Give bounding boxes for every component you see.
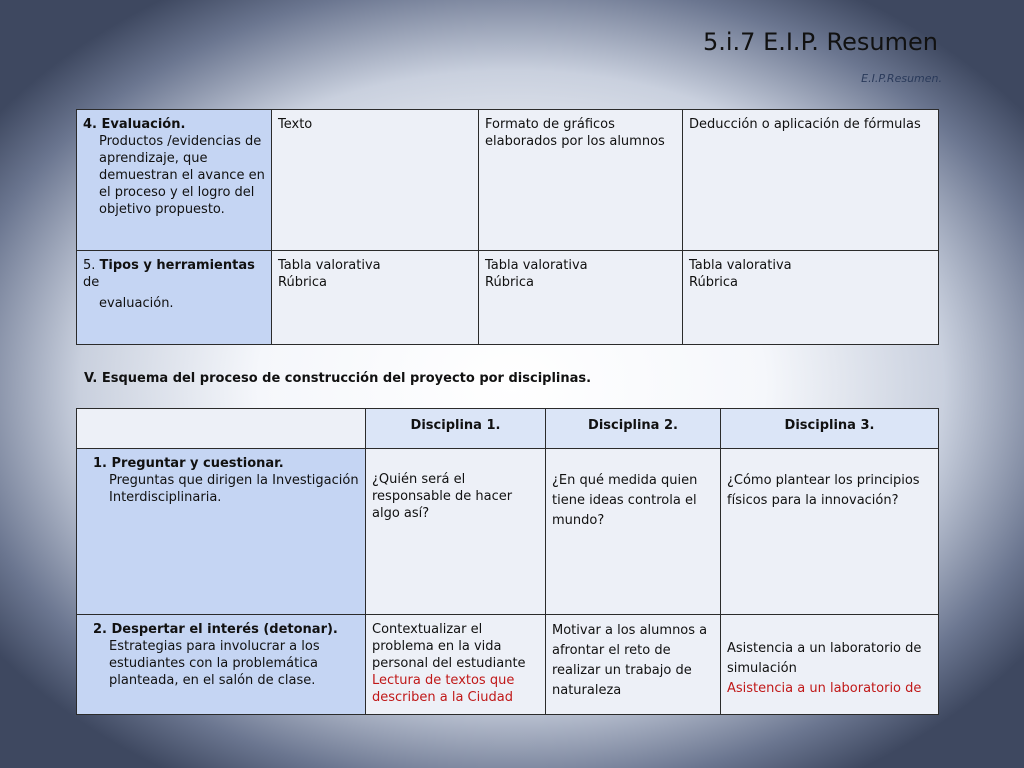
row-label-title: 4. Evaluación. bbox=[83, 117, 186, 132]
cell-line: Rúbrica bbox=[278, 275, 328, 290]
table-cell bbox=[366, 615, 546, 715]
table-cell: ¿Cómo plantear los principios físicos para la innovación? bbox=[721, 449, 939, 615]
row-label-description: Estrategias para involucrar a los estudiantes con la problemática planteada, en el salón de clase. bbox=[109, 639, 320, 688]
cell-line: Tabla valorativa bbox=[485, 258, 588, 273]
table-cell bbox=[479, 251, 683, 345]
cell-line: Tabla valorativa bbox=[278, 258, 381, 273]
table-cell bbox=[721, 615, 939, 715]
row-label-evaluacion bbox=[77, 110, 272, 251]
table-cell bbox=[546, 615, 721, 715]
cell-text: Asistencia a un laboratorio de simulación bbox=[727, 641, 922, 676]
cell-line: Tabla valorativa bbox=[689, 258, 792, 273]
table-cell: ¿Quién será el responsable de hacer algo así? bbox=[366, 449, 546, 615]
cell-line: Rúbrica bbox=[689, 275, 739, 290]
table-cell bbox=[683, 251, 939, 345]
evaluation-table bbox=[76, 109, 939, 345]
row-label-description: evaluación. bbox=[99, 296, 174, 311]
row-label-tipos bbox=[77, 251, 272, 345]
row-label-title: 2. Despertar el interés (detonar). bbox=[93, 622, 338, 637]
row-label-title: Tipos y herramientas bbox=[99, 258, 255, 273]
cell-text-red: Asistencia a un laboratorio de bbox=[727, 681, 922, 696]
table-row bbox=[77, 615, 939, 715]
slide-subtitle: E.I.P.Resumen. bbox=[861, 72, 942, 85]
header-cell-empty bbox=[77, 409, 366, 449]
table-cell: Deducción o aplicación de fórmulas bbox=[683, 110, 939, 251]
row-label-preguntar bbox=[77, 449, 366, 615]
table-cell: ¿En qué medida quien tiene ideas controla el mundo? bbox=[546, 449, 721, 615]
cell-text: Motivar a los alumnos a afrontar el reto de realizar un trabajo de naturaleza bbox=[552, 623, 708, 698]
header-disciplina-2: Disciplina 2. bbox=[546, 409, 721, 449]
row-label-description: Preguntas que dirigen la Investigación Interdisciplinaria. bbox=[109, 473, 359, 505]
table-cell: Formato de gráficos elaborados por los alumnos bbox=[479, 110, 683, 251]
table-header-row bbox=[77, 409, 939, 449]
cell-line: Rúbrica bbox=[485, 275, 535, 290]
header-disciplina-3: Disciplina 3. bbox=[721, 409, 939, 449]
cell-text-red: Lectura de textos que describen a la Ciudad bbox=[372, 673, 515, 705]
header-disciplina-1: Disciplina 1. bbox=[366, 409, 546, 449]
row-label-title: 1. Preguntar y cuestionar. bbox=[93, 456, 284, 471]
table-cell: Texto bbox=[272, 110, 479, 251]
table-row bbox=[77, 251, 939, 345]
section-heading: V. Esquema del proceso de construcción del proyecto por disciplinas. bbox=[84, 371, 592, 386]
row-label-suffix: de bbox=[83, 275, 100, 290]
disciplines-table bbox=[76, 408, 939, 715]
row-label-prefix: 5. bbox=[83, 258, 100, 273]
table-row bbox=[77, 110, 939, 251]
table-cell bbox=[272, 251, 479, 345]
table-row bbox=[77, 449, 939, 615]
cell-text: Contextualizar el problema en la vida personal del estudiante bbox=[372, 622, 526, 671]
row-label-description: Productos /evidencias de aprendizaje, que demuestran el avance en el proceso y el logro del objetivo propuesto. bbox=[99, 134, 265, 217]
row-label-despertar bbox=[77, 615, 366, 715]
slide-title: 5.i.7 E.I.P. Resumen bbox=[702, 28, 938, 56]
